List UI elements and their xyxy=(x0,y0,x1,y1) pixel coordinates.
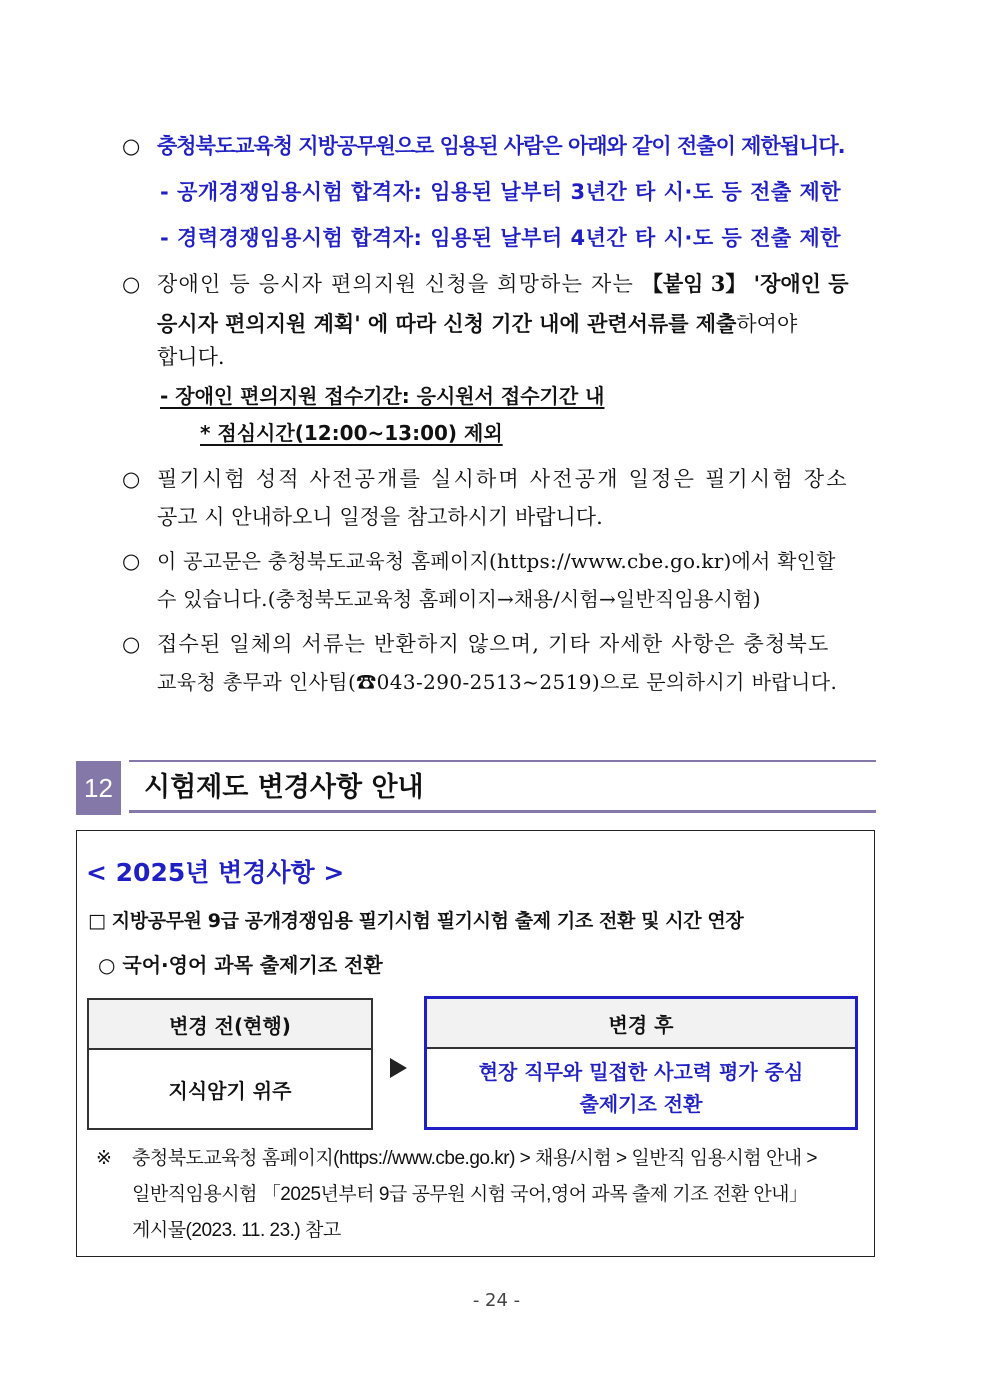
p3-line2: 공고 시 안내하오니 일정을 참고하시기 바랍니다. xyxy=(157,505,603,529)
after-header: 변경 후 xyxy=(427,999,855,1049)
after-table xyxy=(424,996,858,1130)
bullet-1: ○ xyxy=(122,134,141,158)
note-line3: 게시물(2023. 11. 23.) 참고 xyxy=(132,1220,341,1241)
p4-line1: 이 공고문은 충청북도교육청 홈페이지(https://www.cbe.go.kr)에서 확인할 xyxy=(157,549,836,573)
section-rule-top xyxy=(129,760,876,762)
note-line1: 충청북도교육청 홈페이지(https://www.cbe.go.kr) > 채용/시험 > 일반직 임용시험 안내 > xyxy=(132,1148,818,1169)
p2-line3: 합니다. xyxy=(157,345,225,369)
before-header: 변경 전(현행) xyxy=(89,1000,371,1050)
page-number: - 24 - xyxy=(472,1290,521,1311)
before-body: 지식암기 위주 xyxy=(168,1078,292,1103)
box-item: □ 지방공무원 9급 공개경쟁임용 필기시험 필기시험 출제 기조 전환 및 시간 연장 xyxy=(88,910,744,932)
p2-line1 xyxy=(157,269,849,299)
bullet-3: ○ xyxy=(122,467,141,491)
bullet-4: ○ xyxy=(122,549,141,573)
p2-sub2: * 점심시간(12:00~13:00) 제외 xyxy=(200,421,503,445)
box-heading: < 2025년 변경사항 > xyxy=(86,858,345,887)
after-body-line1: 현장 직무와 밀접한 사고력 평가 중심 xyxy=(478,1060,804,1084)
after-body xyxy=(427,1049,855,1127)
p5-line1: 접수된 일체의 서류는 반환하지 않으며, 기타 자세한 사항은 충청북도 xyxy=(157,632,830,656)
before-table xyxy=(87,998,373,1130)
p2-line2-normal: 하여야 xyxy=(736,312,798,336)
bullet-2: ○ xyxy=(122,272,141,296)
p2-line1-normal: 장애인 등 응시자 편의지원 신청을 희망하는 자는 xyxy=(157,272,642,296)
note-line2: 일반직임용시험 「2025년부터 9급 공무원 시험 국어,영어 과목 출제 기조 전환 안내」 xyxy=(132,1184,808,1205)
p1-line1: 충청북도교육청 지방공무원으로 임용된 사람은 아래와 같이 전출이 제한됩니다. xyxy=(157,134,845,158)
after-body-line2: 출제기조 전환 xyxy=(579,1092,703,1116)
p5-line2: 교육청 총무과 인사팀(☎043-290-2513~2519)으로 문의하시기 바랍니다. xyxy=(157,670,838,694)
section-rule-bottom xyxy=(129,810,876,813)
p1-sub1: - 공개경쟁임용시험 합격자: 임용된 날부터 3년간 타 시·도 등 전출 제한 xyxy=(160,180,842,204)
box-subitem: ○ 국어·영어 과목 출제기조 전환 xyxy=(98,953,383,977)
p2-line1-bold: 【붙임 3】 '장애인 등 xyxy=(641,271,849,296)
p1-sub2: - 경력경쟁임용시험 합격자: 임용된 날부터 4년간 타 시·도 등 전출 제한 xyxy=(160,226,842,250)
p2-line2 xyxy=(157,309,797,339)
bullet-5: ○ xyxy=(122,632,141,656)
p3-line1: 필기시험 성적 사전공개를 실시하며 사전공개 일정은 필기시험 장소 xyxy=(157,467,849,491)
note-mark: ※ xyxy=(96,1148,112,1169)
section-title: 시험제도 변경사항 안내 xyxy=(144,772,424,803)
arrow-right-icon xyxy=(390,1058,407,1078)
section-number: 12 xyxy=(76,761,121,815)
p4-line2: 수 있습니다.(충청북도교육청 홈페이지→채용/시험→일반직임용시험) xyxy=(157,587,761,611)
p2-sub1: - 장애인 편의지원 접수기간: 응시원서 접수기간 내 xyxy=(160,384,605,408)
p2-line2-bold: 응시자 편의지원 계획' 에 따라 신청 기간 내에 관련서류를 제출 xyxy=(157,312,737,336)
